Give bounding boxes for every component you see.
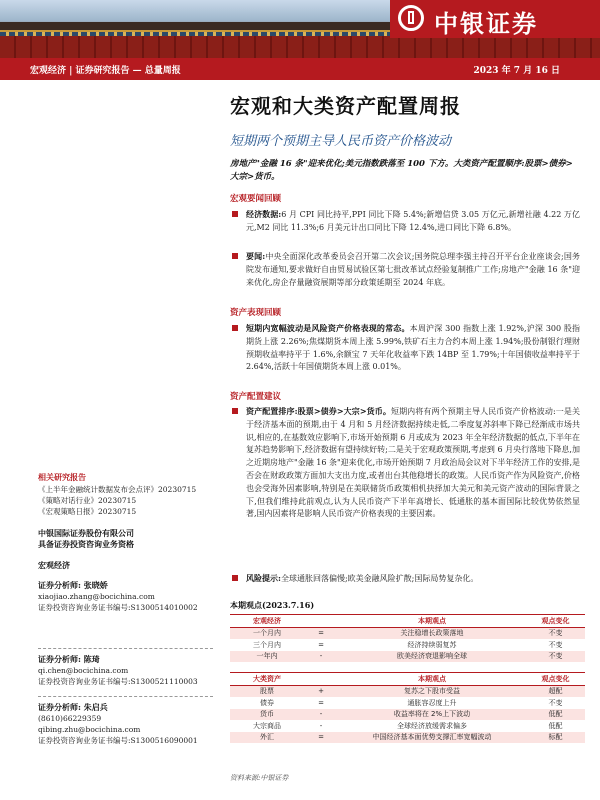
table-cell: 中国经济基本面优势支撑汇率宽幅波动 xyxy=(338,732,526,744)
table-cell: 股票 xyxy=(230,685,304,697)
analyst-email[interactable]: xiaojiao.zhang@bocichina.com xyxy=(38,592,155,601)
bullet-asset-performance xyxy=(234,322,580,374)
analyst-card xyxy=(38,580,213,613)
divider xyxy=(38,648,213,649)
analyst-phone: (8610)66229359 xyxy=(38,714,102,723)
table-cell: - xyxy=(304,709,338,721)
table-cell: 三个月内 xyxy=(253,640,281,649)
bullet-news xyxy=(234,250,580,289)
brand-logo xyxy=(390,0,600,38)
analyst-name: 张晓娇 xyxy=(83,580,108,590)
table-cell: 不变 xyxy=(548,640,563,649)
report-header-bar xyxy=(0,58,600,80)
analyst-role: 证券分析师: xyxy=(38,702,81,712)
table-cell: 低配 xyxy=(548,721,563,730)
table-row xyxy=(230,627,585,639)
table-cell: 不变 xyxy=(526,651,585,663)
table-cell: = xyxy=(304,627,338,639)
analyst-name: 陈琦 xyxy=(83,654,100,664)
page-subtitle: 短期两个预期主导人民币资产价格波动 xyxy=(230,134,452,149)
bullet-label: 短期内宽幅波动是风险资产价格表现的常态。 xyxy=(246,323,410,333)
table-cell: 全球经济放缓需求偏多 xyxy=(397,721,467,730)
related-report[interactable]: 《策略对话行业》20230715 xyxy=(38,496,137,505)
column-header: 宏观经济 xyxy=(230,615,304,628)
analyst-cert: 证券投资咨询业务证书编号:S1300514010002 xyxy=(38,603,198,612)
bullet-risk xyxy=(234,572,580,586)
bullet-text: 全球通胀回落偏慢;欧美金融风险扩散;国际局势复杂化。 xyxy=(280,574,479,583)
table-cell: 债券 xyxy=(260,698,274,707)
table-cell: 欧美经济衰退影响全球 xyxy=(338,651,526,663)
table-row xyxy=(230,732,585,744)
column-header: 本期观点 xyxy=(338,615,526,628)
table-cell: 不变 xyxy=(526,627,585,639)
table-source: 资料来源:中银证券 xyxy=(230,774,289,782)
table-row xyxy=(230,697,585,709)
company-qualification: 具备证券投资咨询业务资格 xyxy=(38,539,134,549)
asset-views-table xyxy=(230,672,585,743)
table-row xyxy=(230,685,585,697)
analyst-card xyxy=(38,702,213,746)
related-reports-title: 相关研究报告 xyxy=(38,472,86,482)
analyst-name: 朱启兵 xyxy=(83,702,108,712)
report-category-label: 宏观经济 xyxy=(38,560,70,570)
table-cell: + xyxy=(304,685,338,697)
bullet-label: 经济数据: xyxy=(246,209,282,219)
table-cell: 大宗商品 xyxy=(253,721,281,730)
views-table-title: 本期观点(2023.7.16) xyxy=(230,600,315,610)
macro-views-table xyxy=(230,614,585,662)
table-row xyxy=(230,709,585,721)
table-row xyxy=(230,639,585,651)
analyst-email[interactable]: qibing.zhu@bocichina.com xyxy=(38,725,141,734)
analyst-cert: 证券投资咨询业务证书编号:S1300521110003 xyxy=(38,677,198,686)
table-cell: 通胀容忍度上升 xyxy=(407,698,457,707)
column-header xyxy=(304,673,338,686)
section-asset-review: 资产表现回顾 xyxy=(230,308,282,318)
company-info xyxy=(38,528,213,550)
table-cell: = xyxy=(318,640,324,649)
related-report[interactable]: 《上半年金融统计数据发布会点评》20230715 xyxy=(38,485,197,494)
summary-text: 房地产"金融 16 条"迎来优化;美元指数跌落至 100 下方。大类资产配置顺序:股票>债券>大宗>货币。 xyxy=(230,159,573,182)
analyst-email[interactable]: qi.chen@bocichina.com xyxy=(38,666,129,675)
table-cell: 货币 xyxy=(230,709,304,721)
bullet-allocation xyxy=(234,405,580,521)
section-allocation-advice: 资产配置建议 xyxy=(230,392,282,402)
related-reports-list xyxy=(38,484,213,517)
table-cell: 一年内 xyxy=(230,651,304,663)
report-category: 宏观经济 | 证券研究报告 — 总量周报 xyxy=(30,66,181,76)
wall-decoration xyxy=(0,36,600,58)
table-row xyxy=(230,720,585,732)
page-title: 宏观和大类资产配置周报 xyxy=(230,94,461,118)
table-cell: 复苏之下股市受益 xyxy=(338,685,526,697)
bullet-text: 6 月 CPI 同比持平,PPI 同比下降 5.4%;新增信贷 3.05 万亿元,新增社融 4.22 万亿元,M2 同比 11.3%;6 月美元计出口同比下降 12.4%,进口同比下降 6.8%。 xyxy=(246,210,581,232)
report-date: 2023 年 7 月 16 日 xyxy=(473,66,560,76)
table-cell: = xyxy=(318,698,324,707)
table-cell: 标配 xyxy=(526,732,585,744)
bullet-econ-data xyxy=(234,208,580,235)
table-cell: 低配 xyxy=(526,709,585,721)
table-header-row xyxy=(230,673,585,686)
table-header-row xyxy=(230,615,585,628)
table-row xyxy=(230,651,585,663)
column-header: 本期观点 xyxy=(338,673,526,686)
bullet-label: 资产配置排序:股票>债券>大宗>货币。 xyxy=(246,406,391,416)
column-header xyxy=(304,615,338,628)
column-header: 观点变化 xyxy=(526,673,585,686)
table-cell: 关注稳增长政策落地 xyxy=(338,627,526,639)
table-cell: 不变 xyxy=(548,698,563,707)
bullet-label: 风险提示: xyxy=(246,573,281,583)
table-cell: 收益率将在 2%上下波动 xyxy=(338,709,526,721)
table-cell: 一个月内 xyxy=(230,627,304,639)
column-header: 观点变化 xyxy=(526,615,585,628)
analyst-role: 证券分析师: xyxy=(38,654,81,664)
table-cell: 经济持续弱复苏 xyxy=(407,640,457,649)
table-cell: 外汇 xyxy=(230,732,304,744)
bank-logo-icon xyxy=(398,5,424,31)
table-cell: = xyxy=(304,732,338,744)
analyst-cert: 证券投资咨询业务证书编号:S1300516090001 xyxy=(38,736,198,745)
table-cell: 超配 xyxy=(526,685,585,697)
related-report[interactable]: 《宏观策略日报》20230715 xyxy=(38,507,137,516)
divider xyxy=(38,696,213,697)
header-banner xyxy=(0,0,600,58)
analyst-card xyxy=(38,654,213,687)
bullet-text: 中央全面深化改革委员会召开第二次会议;国务院总理李强主持召开平台企业座谈会;国务院发布通知,要求做好自由贸易试验区第七批改革试点经验复制推广工作;房地产"金融 16 条"迎来优化,房企存量融资展期等部分政策延期至 2024 年底。 xyxy=(246,252,581,287)
analyst-role: 证券分析师: xyxy=(38,580,81,590)
bullet-label: 要闻: xyxy=(246,251,266,261)
logo-text: 中银证券 xyxy=(434,10,538,38)
company-name: 中银国际证券股份有限公司 xyxy=(38,528,134,538)
section-macro-news: 宏观要闻回顾 xyxy=(230,194,282,204)
table-cell: - xyxy=(304,651,338,663)
column-header: 大类资产 xyxy=(230,673,304,686)
table-cell: - xyxy=(319,721,323,730)
bullet-text: 短期内将有两个预期主导人民币资产价格波动:一是关于经济基本面的预期,由于 4 月和 5 月经济数据持续走低,二季度复苏斜率下降已经渐成市场共识,相应的,在基数效应影响下,市场开始预期 6 月或成为 2023 年全年经济数据的低点,下半年在复苏趋势影响下,经济数据有望持续好转;二是关于宏观政策预期,考虑到 6 月央行落地下降息,加之近期房地产"金融 16 条"迎来优化,市场开始预期 7 月政治局会议对下半年经济工作的安排,是否会在财政政策方面加大支出力度,或者出台其他稳增长的政策。人民币资产作为风险资产,价格也会受海外因素影响,特别是在美联储货币政策相机抉择加大美元和美元资产波动的国际背景之下,但我们维持此前观点,认为人民币资产下半年高增长、低通胀的基本面国际比较优势依然显著,国内因素将是影响人民币资产价格表现的主要因素。 xyxy=(246,407,580,519)
bullet-text: 本周沪深 300 指数上涨 1.92%,沪深 300 股指期货上涨 2.26%;焦煤期货本周上涨 5.99%,铁矿石主力合约本周上涨 1.94%;股份制银行理财预期收益率持平于 1.6%,余额宝 7 天年化收益率下跌 14BP 至 1.79%;十年国债收益率持平于 2.64%,活跃十年国债期货本周上涨 0.01%。 xyxy=(246,324,580,372)
